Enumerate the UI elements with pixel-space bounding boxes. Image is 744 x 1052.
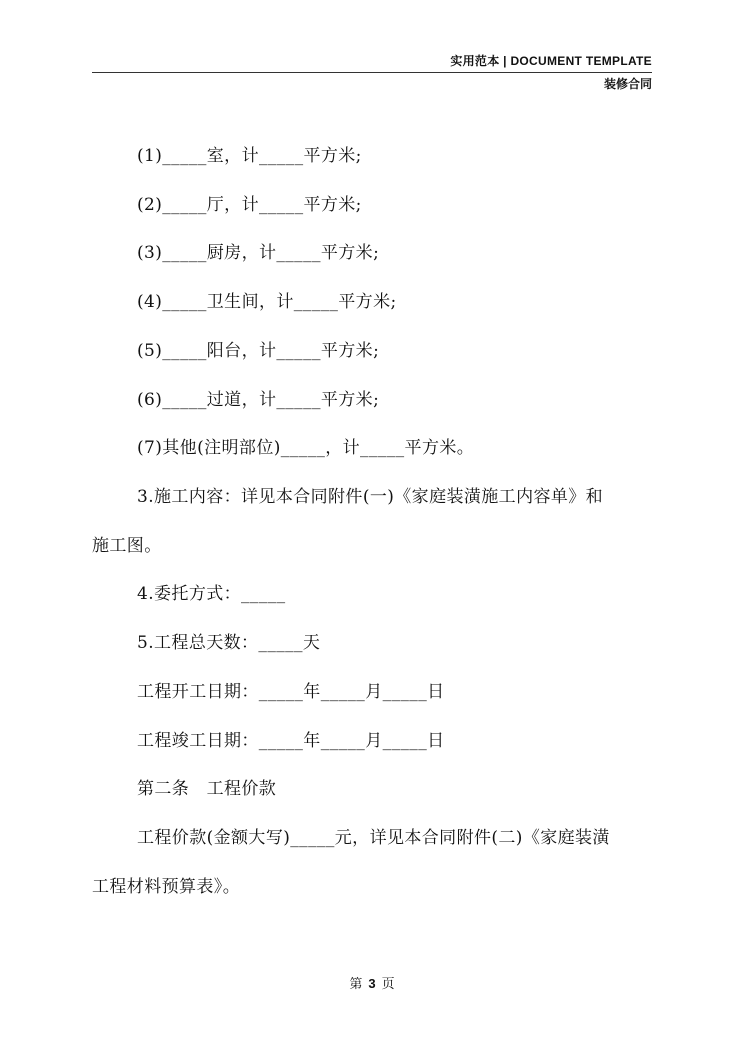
footer-prefix: 第	[349, 977, 363, 992]
room-item-6: (6)_____过道，计_____平方米;	[137, 390, 380, 410]
article-two-heading: 第二条 工程价款	[137, 779, 277, 799]
room-item-7: (7)其他(注明部位)_____，计_____平方米。	[137, 438, 475, 458]
room-item-4: (4)_____卫生间，计_____平方米;	[137, 292, 397, 312]
construction-content-cont: 施工图。	[92, 536, 162, 556]
room-item-5: (5)_____阳台，计_____平方米;	[137, 341, 380, 361]
total-days: 5.工程总天数：_____天	[137, 633, 321, 653]
header-subtitle: 装修合同	[603, 77, 652, 91]
construction-content: 3.施工内容：详见本合同附件(一)《家庭装潢施工内容单》和	[137, 487, 604, 507]
footer-suffix: 页	[381, 977, 395, 992]
project-price-cont: 工程材料预算表》。	[92, 877, 241, 897]
completion-date: 工程竣工日期：_____年_____月_____日	[137, 731, 445, 751]
room-item-2: (2)_____厅，计_____平方米;	[137, 195, 362, 215]
room-item-3: (3)_____厨房，计_____平方米;	[137, 243, 380, 263]
page-header	[92, 52, 652, 93]
room-item-1: (1)_____室，计_____平方米;	[137, 146, 362, 166]
commission-method: 4.委托方式：_____	[137, 584, 286, 604]
page-number: 3	[368, 976, 376, 991]
project-price: 工程价款(金额大写)_____元，详见本合同附件(二)《家庭装潢	[137, 828, 610, 848]
start-date: 工程开工日期：_____年_____月_____日	[137, 682, 445, 702]
header-title: 实用范本 | DOCUMENT TEMPLATE	[450, 54, 652, 68]
header-divider	[92, 72, 652, 73]
page-footer	[0, 975, 744, 994]
